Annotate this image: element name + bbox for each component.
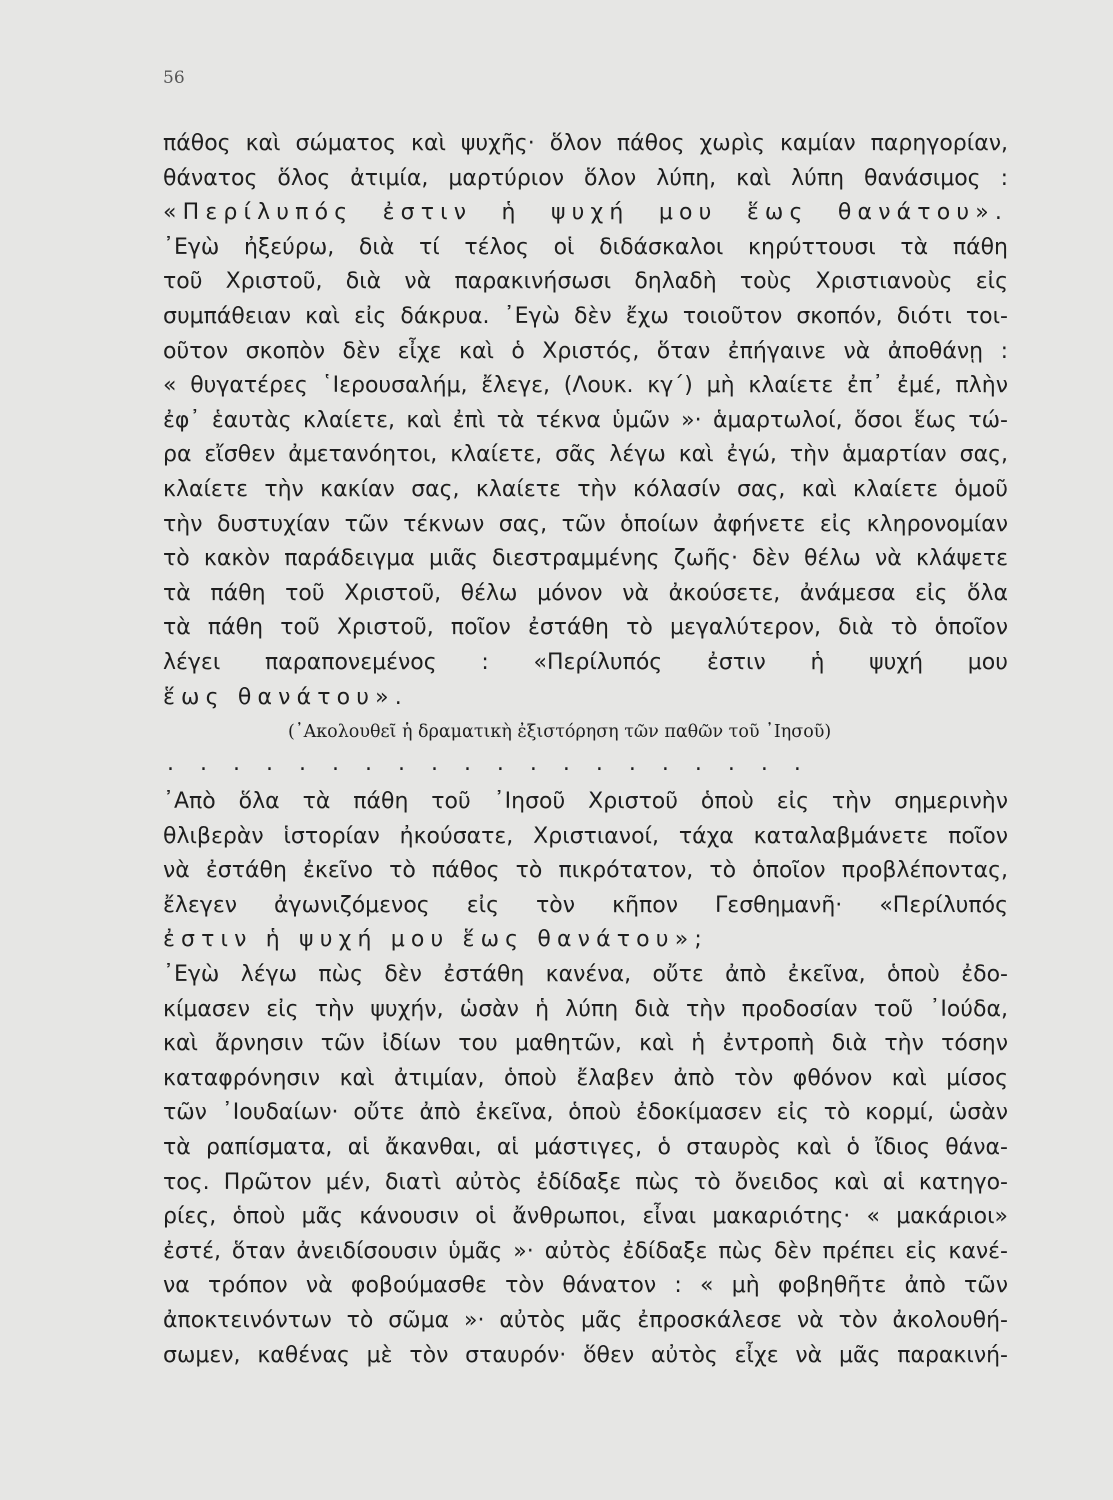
text-line: ρα εἴσθεν ἀμετανόητοι, κλαίετε, σᾶς λέγω καὶ ἐγώ, τὴν ἁμαρτίαν σας,	[163, 442, 1008, 468]
text-line: ᾿Απὸ ὅλα τὰ πάθη τοῦ ᾿Ιησοῦ Χριστοῦ ὁποὺ εἰς τὴν σημερινὴν	[163, 789, 1008, 815]
text-line: κλαίετε τὴν κακίαν σας, κλαίετε τὴν κόλασίν σας, καὶ κλαίετε ὁμοῦ	[163, 476, 1008, 502]
text-line: ᾿Εγὼ λέγω πὼς δὲν ἐστάθη κανένα, οὔτε ἀπὸ ἐκεῖνα, ὁποὺ ἐδο-	[163, 962, 1008, 988]
text-line: ᾿Εγὼ ἠξεύρω, διὰ τί τέλος οἱ διδάσκαλοι κηρύττουσι τὰ πάθη	[163, 234, 1008, 260]
text-line: τὰ πάθη τοῦ Χριστοῦ, ποῖον ἐστάθη τὸ μεγαλύτερον, διὰ τὸ ὁποῖον	[163, 615, 1008, 641]
text-line: ἐφ᾿ ἑαυτὰς κλαίετε, καὶ ἐπὶ τὰ τέκνα ὑμῶν »· ἁμαρτωλοί, ὅσοι ἕως τώ-	[163, 407, 1008, 433]
text-line: καταφρόνησιν καὶ ἀτιμίαν, ὁποὺ ἔλαβεν ἀπὸ τὸν φθόνον καὶ μίσος	[163, 1065, 1008, 1091]
text-line: ἀποκτεινόντων τὸ σῶμα »· αὐτὸς μᾶς ἐπροσκάλεσε νὰ τὸν ἀκολουθή-	[163, 1308, 1008, 1333]
text-line: «Περίλυπός ἐστιν ἡ ψυχή μου ἕως θανάτου».	[163, 200, 1008, 226]
text-line: τὰ ραπίσματα, αἱ ἄκανθαι, αἱ μάστιγες, ὁ σταυρὸς καὶ ὁ ἴδιος θάνα-	[163, 1135, 1008, 1161]
text-line: σωμεν, καθένας μὲ τὸν σταυρόν· ὅθεν αὐτὸς εἶχε νὰ μᾶς παρακινή-	[163, 1342, 1008, 1368]
ellipsis-separator: ....................	[167, 751, 827, 777]
text-body	[163, 127, 1008, 1373]
text-line: ἕως θανάτου».	[163, 684, 408, 710]
text-line: τῶν ᾿Ιουδαίων· οὔτε ἀπὸ ἐκεῖνα, ὁποὺ ἐδοκίμασεν εἰς τὸ κορμί, ὡσὰν	[163, 1100, 1008, 1126]
text-line: νὰ ἐστάθη ἐκεῖνο τὸ πάθος τὸ πικρότατον, τὸ ὁποῖον προβλέποντας,	[163, 858, 1008, 884]
text-line: πάθος καὶ σώματος καὶ ψυχῆς· ὅλον πάθος χωρὶς καμίαν παρηγορίαν,	[163, 131, 1008, 156]
text-line: ἔλεγεν ἀγωνιζόμενος εἰς τὸν κῆπον Γεσθημανῆ· «Περίλυπός	[163, 892, 1008, 918]
text-line: ρίες, ὁποὺ μᾶς κάνουσιν οἱ ἄνθρωποι, εἶναι μακαριότης· « μακάριοι»	[163, 1204, 1008, 1230]
text-line: τος. Πρῶτον μέν, διατὶ αὐτὸς ἐδίδαξε πὼς τὸ ὄνειδος καὶ αἱ κατηγο-	[163, 1169, 1008, 1195]
text-line: τὴν δυστυχίαν τῶν τέκνων σας, τῶν ὁποίων ἀφήνετε εἰς κληρονομίαν	[163, 511, 1008, 537]
editorial-note: (᾿Ακολουθεῖ ἡ δραματικὴ ἐξιστόρηση τῶν παθῶν τοῦ ᾿Ιησοῦ)	[288, 722, 832, 743]
text-line: καὶ ἄρνησιν τῶν ἰδίων του μαθητῶν, καὶ ἡ ἐντροπὴ διὰ τὴν τόσην	[163, 1031, 1008, 1057]
text-line: τὸ κακὸν παράδειγμα μιᾶς διεστραμμένης ζωῆς· δὲν θέλω νὰ κλάψετε	[163, 546, 1008, 572]
text-line: ἐστιν ἡ ψυχή μου ἕως θανάτου»;	[163, 927, 708, 953]
text-line: λέγει παραπονεμένος : «Περίλυπός ἐστιν ἡ ψυχή μου	[163, 649, 1008, 675]
text-line: θάνατος ὅλος ἀτιμία, μαρτύριον ὅλον λύπη, καὶ λύπη θανάσιμος :	[163, 165, 1008, 191]
text-line: « θυγατέρες ῾Ιερουσαλήμ, ἔλεγε, (Λουκ. κγ΄) μὴ κλαίετε ἐπ᾿ ἐμέ, πλὴν	[163, 373, 1008, 399]
text-line: θλιβερὰν ἱστορίαν ἠκούσατε, Χριστιανοί, τάχα καταλαβμάνετε ποῖον	[163, 823, 1008, 849]
text-line: οῦτον σκοπὸν δὲν εἶχε καὶ ὁ Χριστός, ὅταν ἐπήγαινε νὰ ἀποθάνῃ :	[163, 338, 1008, 364]
text-line: συμπάθειαν καὶ εἰς δάκρυα. ᾿Εγὼ δὲν ἔχω τοιοῦτον σκοπόν, διότι τοι-	[163, 303, 1008, 329]
text-line: ἐστέ, ὅταν ἀνειδίσουσιν ὑμᾶς »· αὐτὸς ἐδίδαξε πὼς δὲν πρέπει εἰς κανέ-	[163, 1238, 1008, 1264]
text-line: τὰ πάθη τοῦ Χριστοῦ, θέλω μόνον νὰ ἀκούσετε, ἀνάμεσα εἰς ὅλα	[163, 580, 1008, 606]
page-number: 56	[163, 68, 185, 88]
text-line: τοῦ Χριστοῦ, διὰ νὰ παρακινήσωσι δηλαδὴ τοὺς Χριστιανοὺς εἰς	[163, 269, 1008, 295]
text-line: να τρόπον νὰ φοβούμασθε τὸν θάνατον : « μὴ φοβηθῆτε ἀπὸ τῶν	[163, 1273, 1008, 1299]
text-line: κίμασεν εἰς τὴν ψυχήν, ὡσὰν ἡ λύπη διὰ τὴν προδοσίαν τοῦ ᾿Ιούδα,	[163, 996, 1008, 1022]
